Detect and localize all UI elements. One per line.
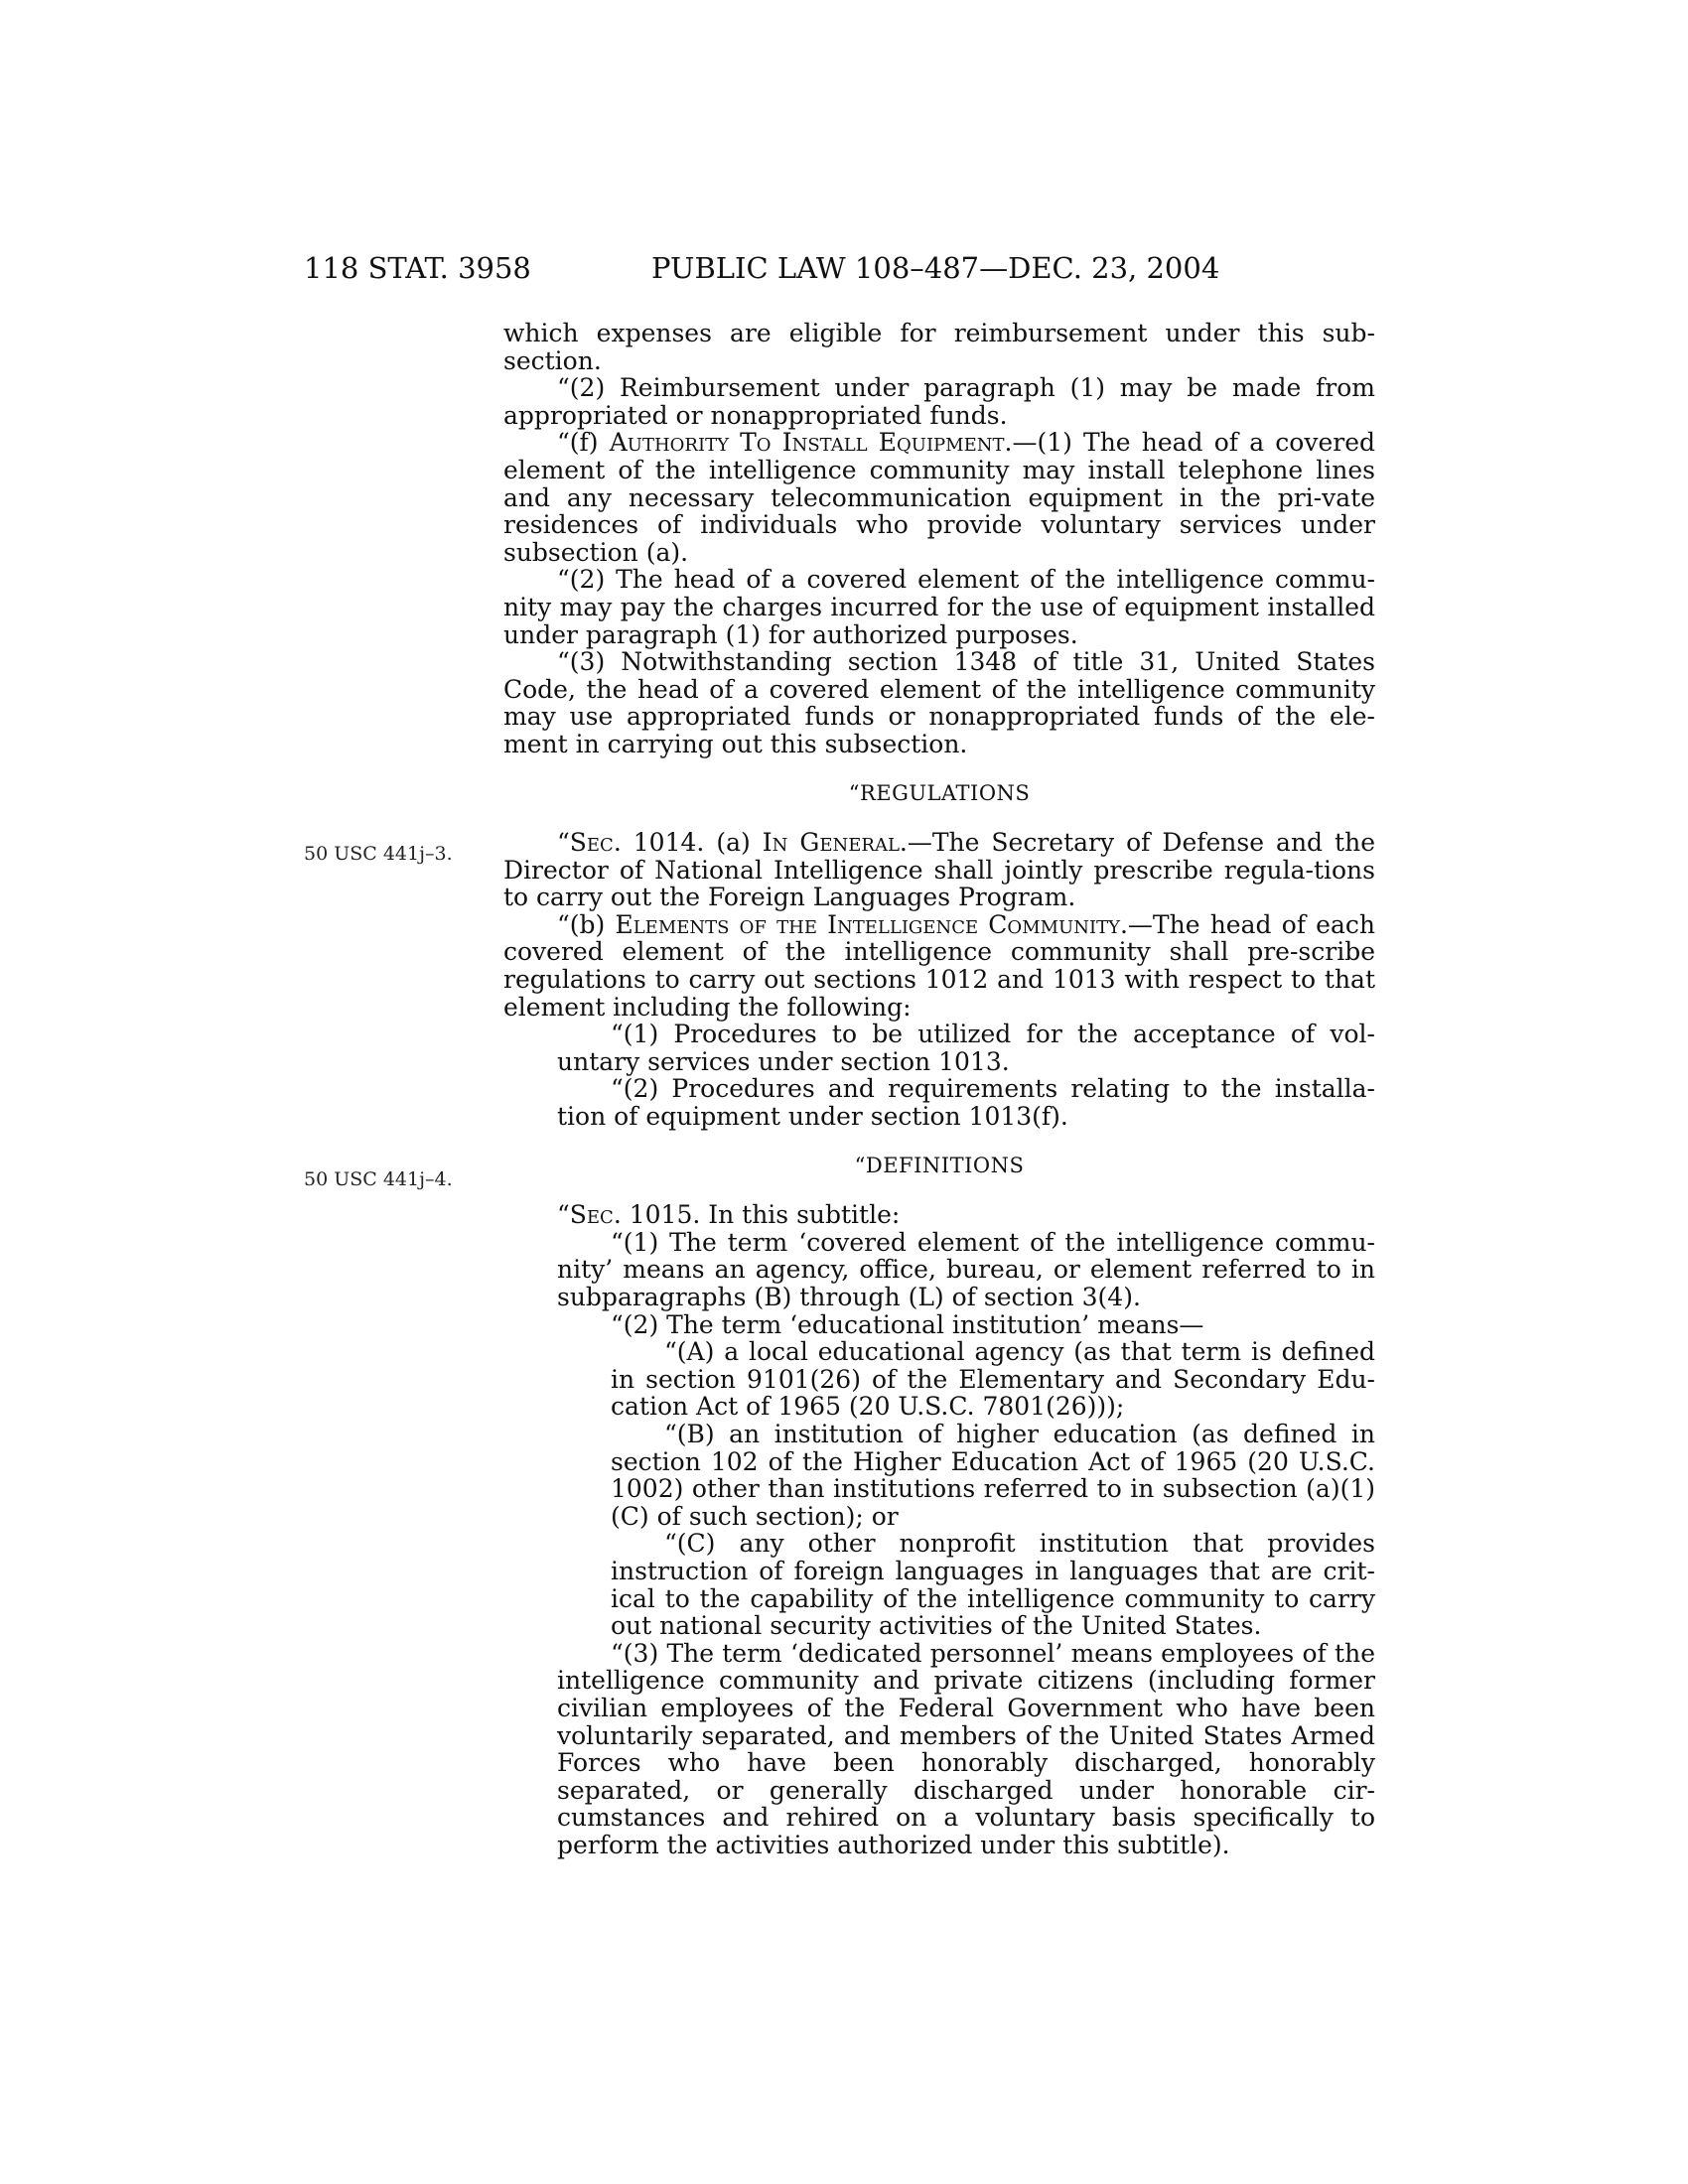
section-1014-b [503,911,1375,1021]
section-1015-text: . 1015. In this subtitle: [613,1200,901,1230]
section-heading-regulations: “REGULATIONS [848,780,1031,805]
section-1014-b-2: “(2) Procedures and requirements relating to the installa-tion of equipment under section 1013(f). [557,1074,1375,1132]
paragraph-f-prefix: “(f) [557,428,610,458]
margin-note-usc-441j-4: 50 USC 441j–4. [304,1168,453,1190]
section-1014-b-heading: Elements of the Intelligence Community [615,909,1120,939]
section-1014-b-1: “(1) Procedures to be utilized for the acceptance of vol-untary services under section 1013. [557,1020,1375,1076]
section-1014-a [503,829,1375,911]
section-1014-b-prefix: “(b) [557,909,616,939]
section-1014-number: . 1014. (a) [613,828,763,858]
paragraph-f-1 [503,429,1375,566]
paragraph-e-2: “(2) Reimbursement under paragraph (1) may be made from appropriated or nonappropriated funds. [503,373,1375,430]
paragraph-f-text: .—(1) The head of a covered element of the intelligence community may install telephone lines and any necessary telecommunication equipment in the pri-vate residences of individuals who provide voluntary services under subsection (a). [503,428,1375,567]
definition-2: “(2) The term ‘educational institution’ means— [611,1309,1204,1339]
section-1014-b-text: .—The head of each covered element of the intelligence community shall pre-scribe regulations to carry out sections 1012 and 1013 with respect to that element including the following: [503,909,1375,1022]
section-heading-definitions: “DEFINITIONS [854,1153,1025,1177]
section-1014-a-text: .—The Secretary of Defense and the Director of National Intelligence shall jointly prescribe regula-tions to carry out the Foreign Languages Program. [503,828,1375,912]
page-header [0,250,1688,290]
document-body [503,320,1375,1858]
definition-3: “(3) The term ‘dedicated personnel’ means employees of the intelligence community and private citizens (including former civilian employees of the Federal Government who have been voluntarily separated, and members of the United States Armed Forces who have been honorably discharged, honorably separated, or generally discharged under honorable cir-cumstances and rehired on a voluntary basis specifically to perform the activities authorized under this subtitle). [557,1638,1375,1859]
definition-1: “(1) The term ‘covered element of the intelligence commu-nity’ means an agency, office, bureau, or element referred to in subparagraphs (B) through (L) of section 3(4). [557,1227,1375,1311]
section-1015-sec-label: Sec [569,1200,614,1230]
definition-2-b: “(B) an institution of higher education (as defined in section 102 of the Higher Education Act of 1965 (20 U.S.C. 1002) other than institutions referred to in subsection (a)(1)(C) of such section); or [611,1419,1375,1531]
margin-note-usc-441j-3: 50 USC 441j–3. [304,843,453,865]
section-1015-intro [503,1201,1375,1229]
section-1014-quote: “ [557,828,570,858]
paragraph-f-3: “(3) Notwithstanding section 1348 of title 31, United States Code, the head of a covered element of the intelligence community may use appropriated funds or nonappropriated funds of the ele-ment in carrying out this subsection. [503,647,1375,758]
section-1015-quote: “ [557,1200,570,1230]
paragraph-f-heading: Authority To Install Equipment [609,428,1005,458]
section-1014-a-heading: In General [762,828,900,858]
definition-2-a: “(A) a local educational agency (as that term is defined in section 9101(26) of the Elementary and Secondary Edu-cation Act of 1965 (20 U.S.C. 7801(26))); [611,1337,1375,1422]
statute-page-number: 118 STAT. 3958 [304,251,531,285]
public-law-title: PUBLIC LAW 108–487—DEC. 23, 2004 [651,251,1220,285]
paragraph-f-2: “(2) The head of a covered element of the intelligence commu-nity may pay the charges incurred for the use of equipment installed under paragraph (1) for authorized purposes. [503,565,1375,649]
definition-2-c: “(C) any other nonprofit institution that provides instruction of foreign languages in languages that are crit-ical to the capability of the intelligence community to carry out national security activities of the United States. [611,1529,1375,1641]
section-1014-sec-label: Sec [569,828,614,858]
paragraph-continuation: which expenses are eligible for reimbursement under this sub-section. [503,319,1375,375]
